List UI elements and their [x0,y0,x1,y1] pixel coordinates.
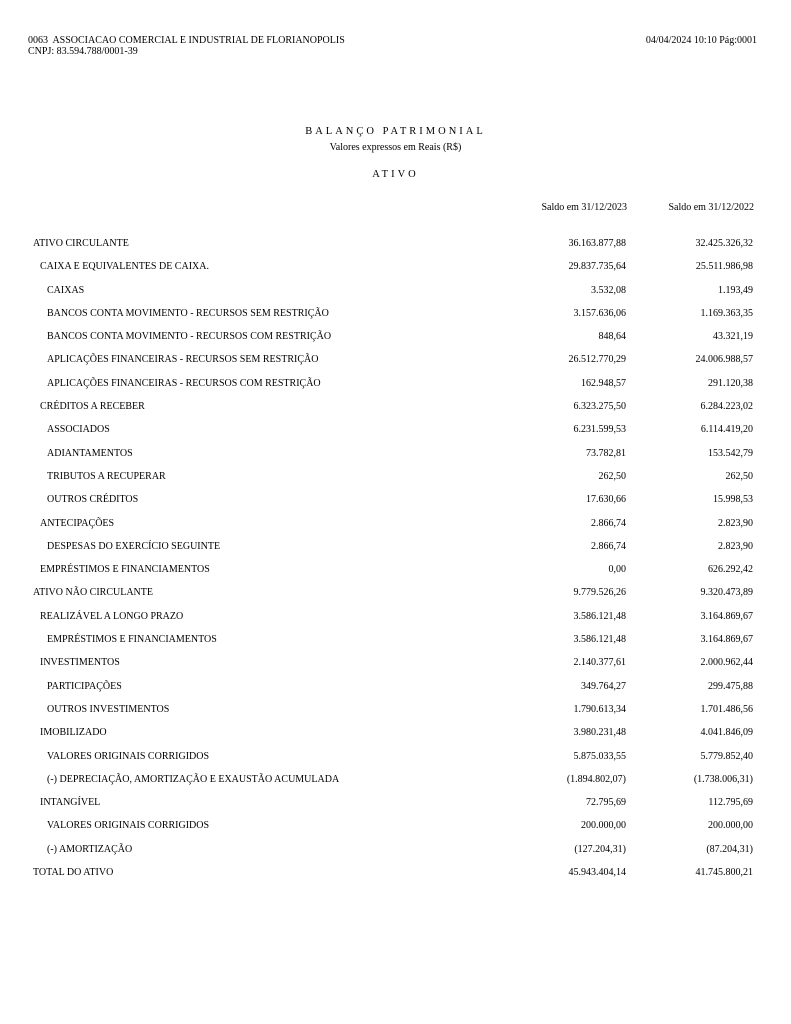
row-value-2023: 0,00 [608,564,626,576]
row-label: ANTECIPAÇÕES [40,517,115,529]
row-label: TOTAL DO ATIVO [33,867,114,879]
row-value-2022: (1.738.006,31) [693,773,753,785]
row-value-2022: 1.701.486,56 [700,703,753,715]
row-label: PARTICIPAÇÕES [47,680,122,692]
table-row [0,326,791,349]
table-row [0,699,791,722]
column-header-2022: Saldo em 31/12/2022 [668,202,754,213]
row-label: BANCOS CONTA MOVIMENTO - RECURSOS SEM RESTRIÇÃO [47,307,329,319]
table-row [0,746,791,769]
row-label: EMPRÉSTIMOS E FINANCIAMENTOS [47,634,217,646]
row-value-2023: 17.630,66 [586,494,626,506]
row-value-2022: 299.475,88 [708,680,753,692]
table-row [0,233,791,256]
row-value-2022: 2.000.962,44 [700,657,753,669]
table-row [0,629,791,652]
row-label: DESPESAS DO EXERCÍCIO SEGUINTE [47,540,221,552]
row-label: APLICAÇÕES FINANCEIRAS - RECURSOS SEM RESTRIÇÃO [47,354,319,366]
table-row [0,443,791,466]
row-value-2022: 200.000,00 [708,820,753,832]
row-value-2022: 3.164.869,67 [700,610,753,622]
table-row [0,582,791,605]
row-value-2022: 112.795,69 [708,797,753,809]
company-cnpj: CNPJ: 83.594.788/0001-39 [28,46,138,57]
table-row [0,769,791,792]
table-row [0,303,791,326]
row-value-2022: (87.204,31) [706,843,753,855]
row-value-2022: 24.006.988,57 [695,354,753,366]
table-row [0,676,791,699]
row-value-2023: 262,50 [598,470,626,482]
row-value-2023: 3.157.636,06 [573,307,626,319]
report-datetime-page: 04/04/2024 10:10 Pág:0001 [645,35,757,46]
row-value-2023: (1.894.802,07) [566,773,626,785]
table-row [0,839,791,862]
row-label: VALORES ORIGINAIS CORRIGIDOS [47,820,210,832]
row-label: BANCOS CONTA MOVIMENTO - RECURSOS COM RESTRIÇÃO [47,331,332,343]
row-value-2023: 9.779.526,26 [573,587,626,599]
row-value-2022: 6.114.419,20 [700,424,753,436]
table-row [0,373,791,396]
report-subtitle: Valores expressos em Reais (R$) [329,142,462,153]
row-label: TRIBUTOS A RECUPERAR [47,470,166,482]
row-label: ADIANTAMENTOS [47,447,133,459]
row-value-2022: 1.169.363,35 [700,307,753,319]
row-value-2022: 3.164.869,67 [700,634,753,646]
row-label: INTANGÍVEL [40,797,101,809]
row-label: CRÉDITOS A RECEBER [40,401,145,413]
section-title: ATIVO [372,169,419,180]
table-row [0,349,791,372]
row-value-2022: 15.998,53 [713,494,753,506]
row-value-2023: 72.795,69 [586,797,626,809]
table-row [0,280,791,303]
row-value-2022: 153.542,79 [708,447,753,459]
row-label: CAIXAS [47,284,85,296]
row-label: VALORES ORIGINAIS CORRIGIDOS [47,750,210,762]
row-value-2022: 1.193,49 [718,284,753,296]
table-row [0,256,791,279]
row-label: EMPRÉSTIMOS E FINANCIAMENTOS [40,564,210,576]
table-row [0,606,791,629]
row-label: IMOBILIZADO [40,727,107,739]
table-row [0,652,791,675]
row-value-2022: 32.425.326,32 [695,238,753,249]
row-label: ATIVO CIRCULANTE [33,238,129,249]
row-label: ASSOCIADOS [47,424,110,436]
row-value-2022: 626.292,42 [708,564,753,576]
table-row [0,419,791,442]
row-label: APLICAÇÕES FINANCEIRAS - RECURSOS COM RESTRIÇÃO [47,377,321,389]
row-label: REALIZÁVEL A LONGO PRAZO [40,610,184,622]
company-header [28,35,345,57]
row-value-2022: 2.823,90 [718,517,753,529]
row-value-2022: 262,50 [725,470,753,482]
table-row [0,862,791,885]
company-name: 0063 ASSOCIACAO COMERCIAL E INDUSTRIAL DE FLORIANOPOLIS [28,35,345,46]
row-value-2022: 4.041.846,09 [700,727,753,739]
row-label: OUTROS INVESTIMENTOS [47,703,170,715]
row-value-2022: 6.284.223,02 [700,401,753,413]
row-value-2023: 73.782,81 [586,447,626,459]
row-value-2022: 43.321,19 [713,331,753,343]
table-row [0,815,791,838]
column-header-2023: Saldo em 31/12/2023 [541,202,627,213]
row-value-2023: 3.980.231,48 [573,727,626,739]
row-value-2023: 29.837.735,64 [568,261,626,273]
table-row [0,513,791,536]
table-row [0,792,791,815]
row-value-2022: 25.511.986,98 [695,261,753,273]
row-value-2023: 3.586.121,48 [573,610,626,622]
row-value-2023: 5.875.033,55 [573,750,626,762]
row-value-2023: 3.532,08 [591,284,626,296]
row-value-2023: 200.000,00 [581,820,626,832]
row-value-2023: 26.512.770,29 [568,354,626,366]
row-value-2023: 2.866,74 [591,517,626,529]
row-value-2023: 36.163.877,88 [568,238,626,249]
row-value-2023: (127.204,31) [574,843,626,855]
row-value-2022: 41.745.800,21 [695,867,753,879]
balance-table [0,233,791,885]
table-row [0,722,791,745]
row-value-2023: 3.586.121,48 [573,634,626,646]
row-label: OUTROS CRÉDITOS [47,494,139,506]
table-row [0,559,791,582]
row-value-2022: 5.779.852,40 [700,750,753,762]
row-value-2023: 2.140.377,61 [573,657,626,669]
table-row [0,396,791,419]
row-label: (-) DEPRECIAÇÃO, AMORTIZAÇÃO E EXAUSTÃO ACUMULADA [47,773,340,785]
report-title: BALANÇO PATRIMONIAL [305,126,486,137]
row-value-2023: 2.866,74 [591,540,626,552]
row-label: (-) AMORTIZAÇÃO [47,843,133,855]
table-row [0,489,791,512]
table-row [0,466,791,489]
row-label: ATIVO NÃO CIRCULANTE [33,587,153,599]
row-label: CAIXA E EQUIVALENTES DE CAIXA. [40,261,209,273]
row-label: INVESTIMENTOS [40,657,120,669]
row-value-2023: 6.323.275,50 [573,401,626,413]
row-value-2023: 349.764,27 [581,680,626,692]
row-value-2023: 848,64 [598,331,626,343]
row-value-2023: 1.790.613,34 [573,703,626,715]
table-row [0,536,791,559]
row-value-2022: 2.823,90 [718,540,753,552]
row-value-2022: 291.120,38 [708,377,753,389]
row-value-2022: 9.320.473,89 [700,587,753,599]
row-value-2023: 162.948,57 [581,377,626,389]
row-value-2023: 6.231.599,53 [573,424,626,436]
row-value-2023: 45.943.404,14 [568,867,626,879]
